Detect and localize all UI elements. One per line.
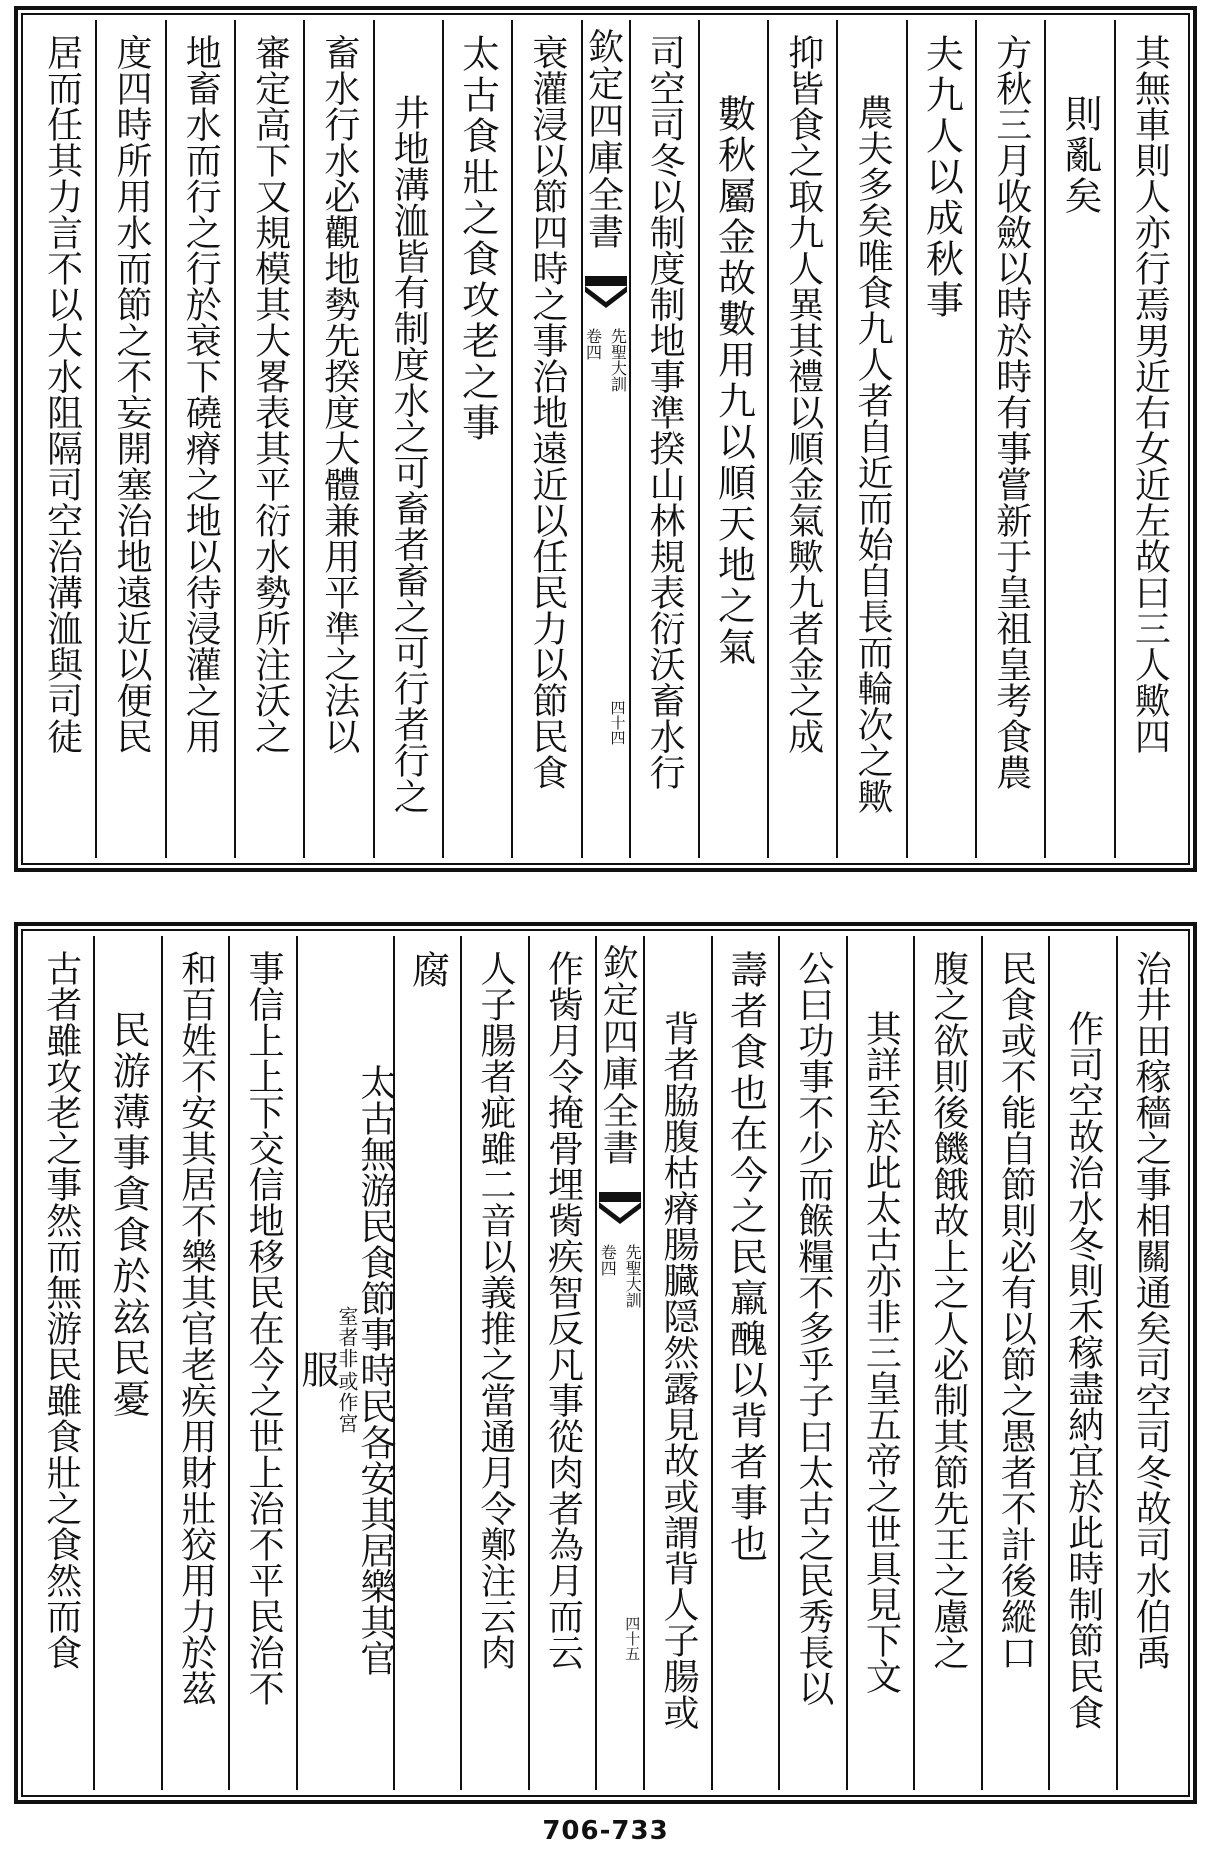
column-text: 數秋屬金故數用九以順天地之氣 — [711, 94, 756, 668]
fold-book-info — [597, 1244, 643, 1308]
column-text: 方秋三月收斂以時於時有事嘗新于皇祖皇考食農 — [990, 34, 1032, 790]
column-text: 農夫多矣唯食九人者自近而始自長而輪次之歟 — [852, 94, 894, 814]
note-line: 或作宮 — [334, 1371, 359, 1434]
text-column — [711, 936, 778, 1790]
column-text: 則亂矣 — [1058, 94, 1103, 217]
column-text-tail: 服 — [294, 1349, 339, 1391]
text-column — [228, 936, 295, 1790]
text-column — [442, 20, 511, 858]
text-column — [981, 936, 1048, 1790]
column-text: 井地溝洫皆有制度水之可畜者畜之可行者行之 — [388, 94, 430, 814]
text-column — [846, 936, 913, 1790]
fold-title: 欽定四庫全書 — [582, 28, 624, 250]
column-text: 太古食壯之食攻老之事 — [455, 34, 500, 444]
column-text: 審定高下又規模其大畧表其平衍水勢所注沃之 — [249, 34, 291, 754]
column-text: 腹之欲則後饑餓故上之人必制其節先王之慮之 — [927, 950, 969, 1670]
column-text: 腐 — [405, 950, 450, 991]
top-page-columns — [28, 20, 1183, 858]
text-column — [767, 20, 836, 858]
column-text: 抑皆食之取九人異其禮以順金氣歟九者金之成 — [782, 34, 824, 754]
text-column — [836, 20, 905, 858]
column-text: 民食或不能自節則必有以節之愚者不計後縱口 — [995, 950, 1037, 1670]
column-text: 作司空故治水冬則禾稼盡納宜於此時制節民食 — [1062, 1010, 1104, 1730]
text-column — [234, 20, 303, 858]
column-text: 居而任其力言不以大水阻隔司空治溝洫與司徒 — [41, 34, 83, 754]
fold-volume: 卷四 — [583, 328, 603, 360]
text-column — [511, 20, 580, 858]
fold-book-info — [583, 328, 629, 392]
text-column — [161, 936, 228, 1790]
text-column — [165, 20, 234, 858]
column-text: 壽者食也在今之民羸醜以背者事也 — [723, 950, 768, 1565]
text-column — [698, 20, 767, 858]
fold-volume: 卷四 — [598, 1244, 618, 1276]
text-column — [303, 20, 372, 858]
text-column — [93, 936, 160, 1790]
text-column — [28, 936, 93, 1790]
column-text: 夫九人以成秋事 — [919, 34, 964, 321]
text-column — [1048, 936, 1115, 1790]
text-column — [778, 936, 845, 1790]
fish-tail-icon — [585, 276, 627, 320]
text-column — [460, 936, 527, 1790]
column-text: 民游薄事貪食於玆民憂 — [106, 1010, 151, 1420]
top-page-frame — [14, 6, 1197, 872]
text-column — [95, 20, 164, 858]
column-text: 太古無游民食節事時民各安其居樂其官 — [354, 1064, 396, 1676]
fold-page-number: 四十五 — [623, 1616, 642, 1661]
column-text: 人子腸者疵雖二音以義推之當通月令鄭注云肉 — [475, 950, 517, 1670]
column-text: 作胔月令掩骨埋胔疾智反凡事從肉者為月而云 — [542, 950, 584, 1670]
text-column — [1044, 20, 1113, 858]
bottom-page-frame — [14, 922, 1197, 1804]
column-text: 和百姓不安其居不樂其官老疾用財壯狡用力於茲 — [175, 950, 217, 1706]
column-text: 背者脇腹枯瘠腸臓隠然露見故或謂背人子腸或 — [657, 1010, 699, 1730]
text-column — [629, 20, 698, 858]
column-text: 公曰功事不少而餱糧不多乎子曰太古之民秀長以 — [792, 950, 834, 1706]
column-with-note — [294, 950, 396, 1790]
column-text: 司空司冬以制度制地事準揆山林規表衍沃畜水行 — [644, 34, 686, 790]
fold-title: 欽定四庫全書 — [597, 944, 639, 1166]
page-reference-number: 706-733 — [542, 1816, 669, 1846]
text-column — [913, 936, 980, 1790]
column-text: 度四時所用水而節之不妄開塞治地遠近以便民 — [110, 34, 152, 754]
fold-column — [595, 936, 643, 1790]
text-column — [373, 20, 442, 858]
text-column — [294, 936, 396, 1790]
column-text: 事信上上下交信地移民在今之世上治不平民治不 — [243, 950, 285, 1706]
column-text: 古者雖攻老之事然而無游民雖食壯之食然而食 — [40, 950, 82, 1670]
fish-tail-icon — [599, 1192, 641, 1236]
column-text: 其詳至於此太古亦非三皇五帝之世具見下文 — [860, 1010, 902, 1694]
bottom-page-columns — [28, 936, 1183, 1790]
text-column — [393, 936, 460, 1790]
fold-book-title: 先聖大訓 — [608, 328, 628, 392]
fold-book-title: 先聖大訓 — [623, 1244, 643, 1308]
column-text: 地畜水而行之行於衰下磽瘠之地以待浸灌之用 — [180, 34, 222, 754]
text-column — [528, 936, 595, 1790]
column-text: 衰灌浸以節四時之事治地遠近以任民力以節民食 — [526, 34, 568, 790]
interlinear-note — [336, 1306, 357, 1434]
column-text: 畜水行水必觀地勢先揆度大體兼用平準之法以 — [318, 34, 360, 754]
text-column — [975, 20, 1044, 858]
text-column — [1116, 936, 1183, 1790]
fold-page-number: 四十四 — [608, 700, 627, 745]
column-text: 治井田稼穡之事相關通矣司空司冬故司水伯禹 — [1130, 950, 1172, 1670]
column-text: 其無車則人亦行焉男近右女近左故曰三人歟四 — [1129, 34, 1171, 754]
note-line: 室者非 — [334, 1306, 359, 1369]
text-column — [643, 936, 710, 1790]
text-column — [906, 20, 975, 858]
text-column — [28, 20, 95, 858]
fold-column — [581, 20, 629, 858]
text-column — [1114, 20, 1183, 858]
